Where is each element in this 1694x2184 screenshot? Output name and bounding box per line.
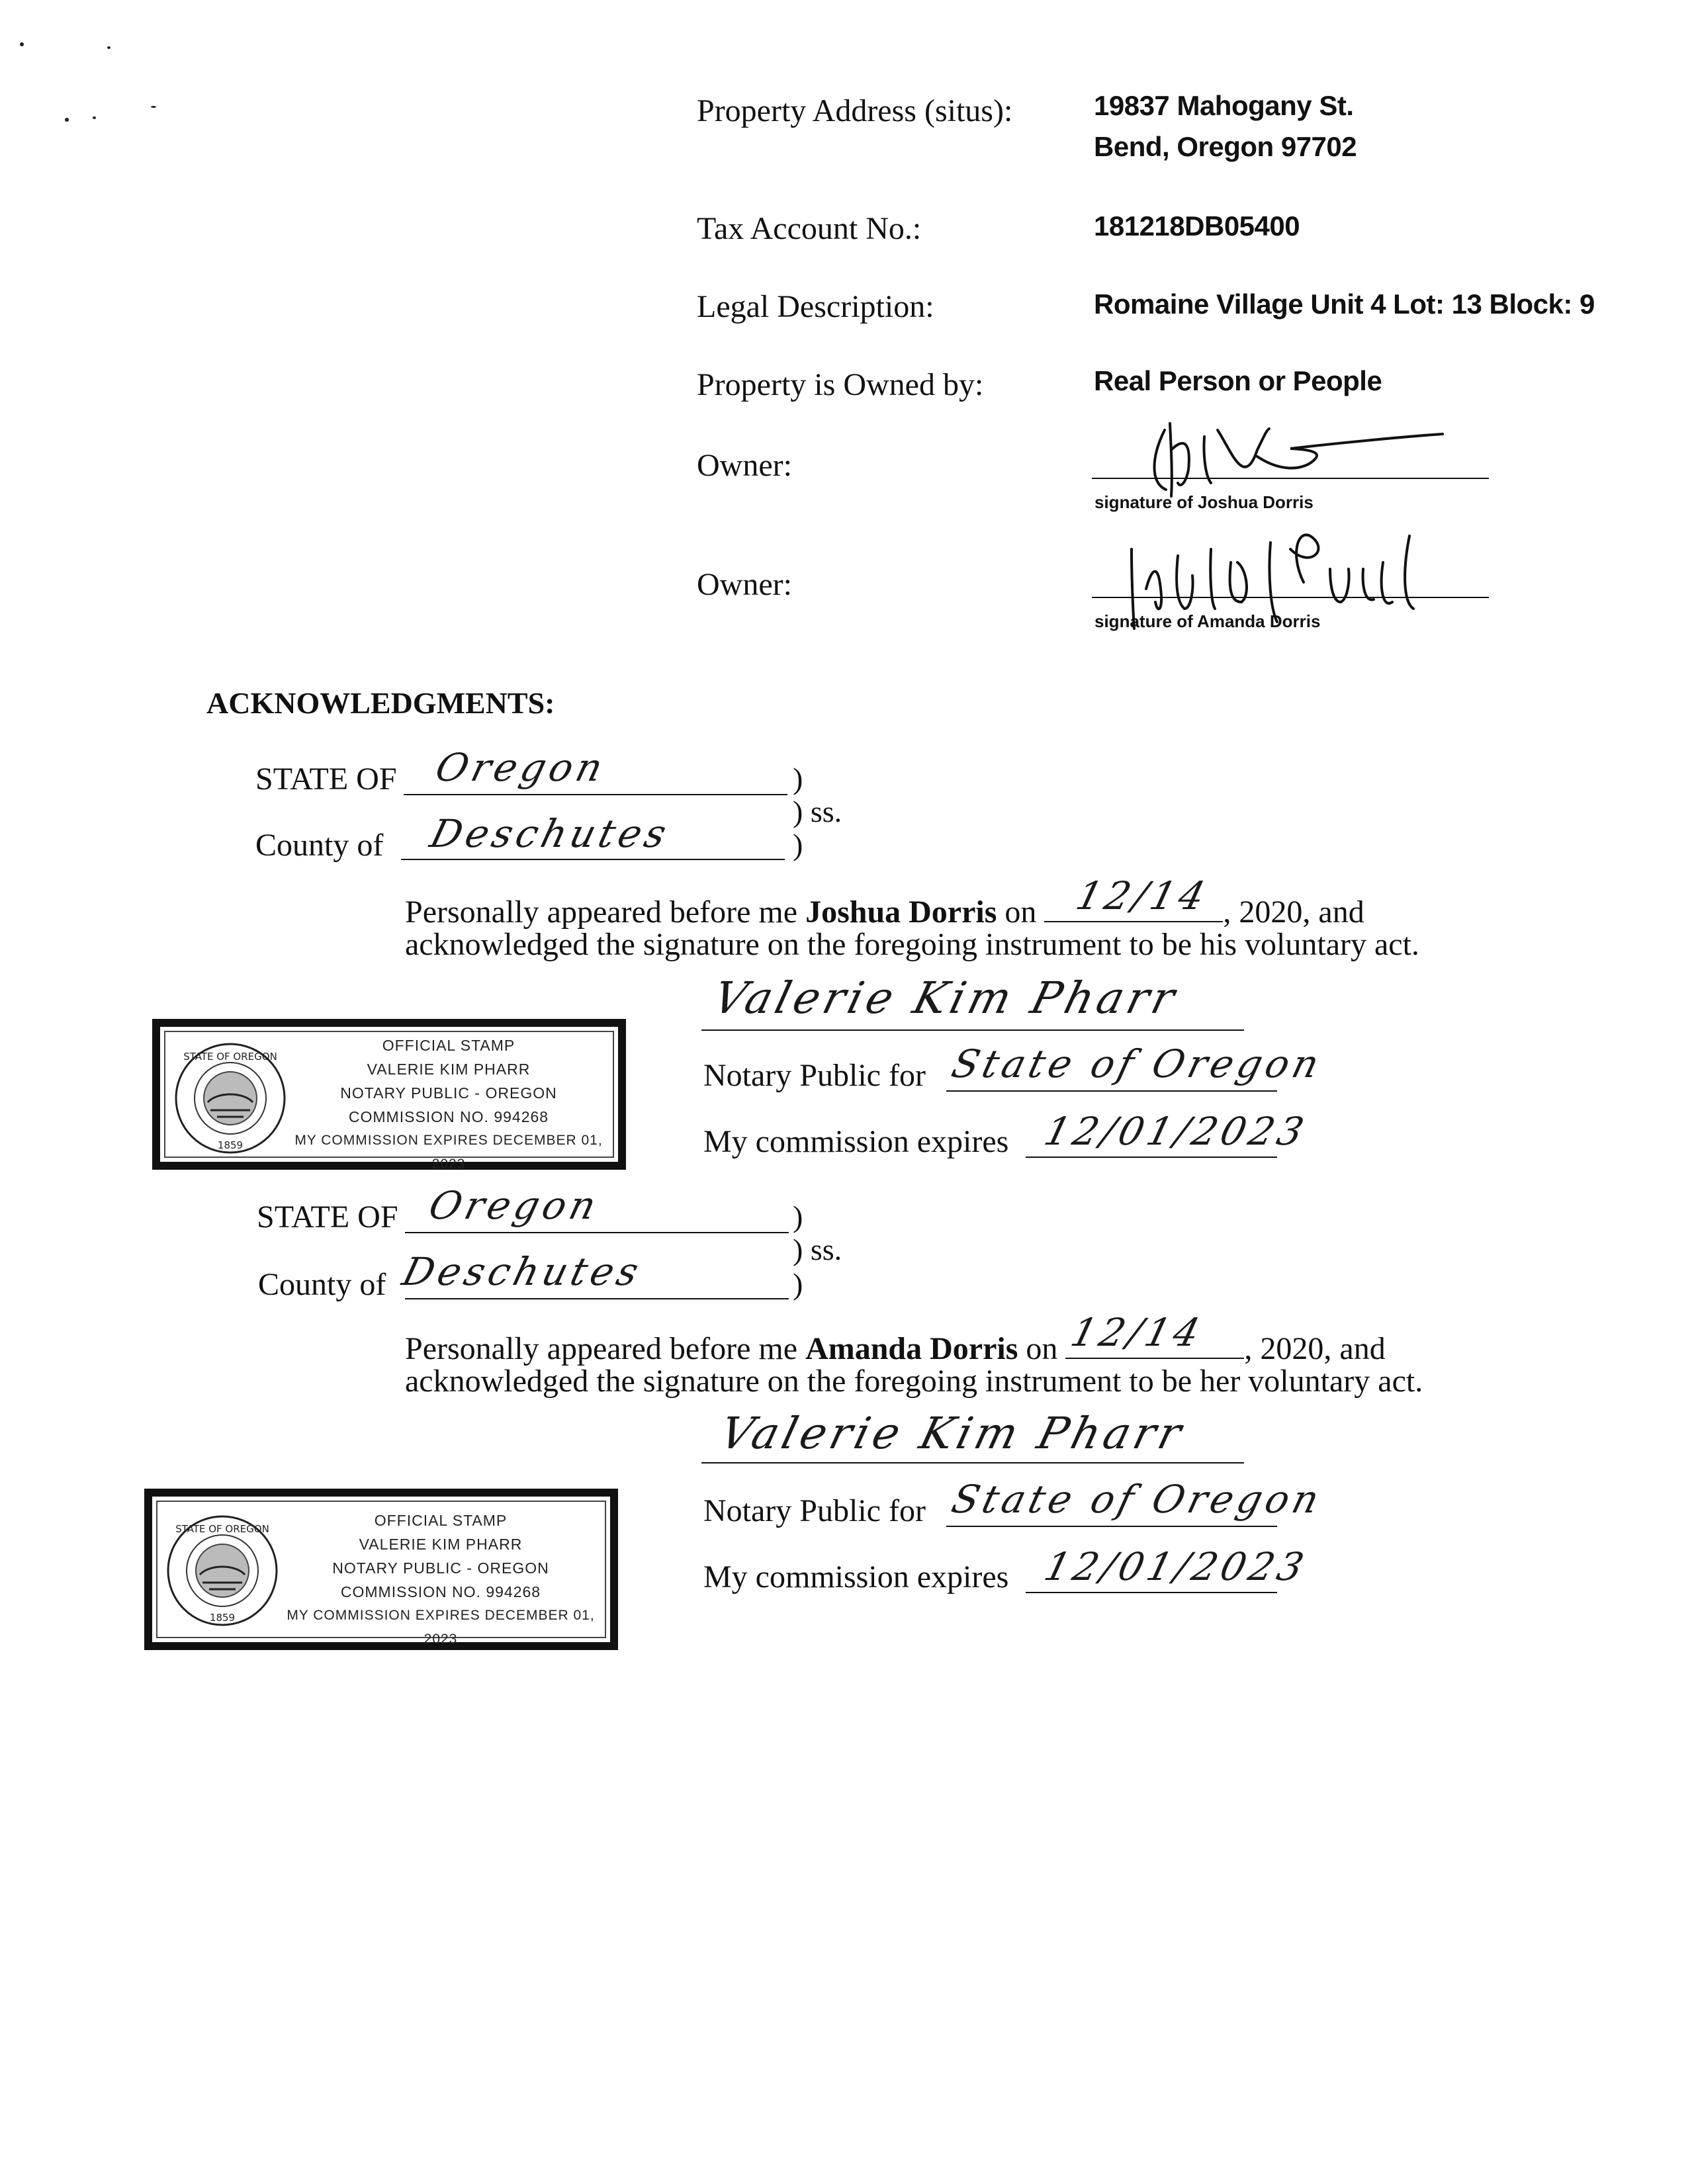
paren: ) (793, 828, 803, 861)
on-word: on (1026, 1331, 1058, 1366)
stamp-line1: OFFICIAL STAMP (374, 1512, 508, 1529)
stamp-line2: VALERIE KIM PHARR (359, 1536, 523, 1553)
state-line (404, 794, 787, 795)
state-seal-icon (163, 1511, 282, 1630)
year-suffix: , 2020, and (1244, 1331, 1386, 1366)
owner-signature-caption: signature of Joshua Dorris (1094, 492, 1314, 512)
stamp-line4: COMMISSION NO. 994268 (340, 1583, 541, 1600)
owner-signature-caption: signature of Amanda Dorris (1094, 611, 1321, 631)
date-handwritten: 12/14 (1071, 873, 1214, 918)
expires-line (1026, 1592, 1277, 1593)
notary-stamp (152, 1019, 626, 1170)
county-of-label: County of (258, 1267, 386, 1302)
address-line1: 19837 Mahogany St. (1094, 90, 1354, 121)
seal-year: 1859 (209, 1612, 236, 1624)
stamp-line1: OFFICIAL STAMP (382, 1037, 515, 1054)
address-label: Property Address (situs): (697, 93, 1013, 128)
address-line2: Bend, Oregon 97702 (1094, 131, 1357, 162)
expires-label: My commission expires (703, 1559, 1009, 1594)
tax-account-label: Tax Account No.: (697, 211, 922, 246)
stamp-line5: MY COMMISSION EXPIRES DECEMBER 01, 2023 (287, 1608, 595, 1647)
expires-label: My commission expires (703, 1124, 1009, 1159)
notary-for-line (946, 1526, 1277, 1527)
state-seal-icon (171, 1039, 290, 1158)
owned-by-label: Property is Owned by: (697, 367, 984, 402)
date-blank (1065, 1310, 1244, 1359)
notary-for-label: Notary Public for (703, 1493, 926, 1528)
on-word: on (1004, 895, 1037, 930)
state-line (405, 1232, 789, 1233)
notary-signature: Valerie Kim Pharr (715, 1408, 1190, 1459)
stamp-line5: MY COMMISSION EXPIRES DECEMBER 01, 2023 (294, 1133, 603, 1172)
person-name: Amanda Dorris (805, 1331, 1018, 1366)
year-suffix: , 2020, and (1223, 895, 1364, 930)
stamp-line3: NOTARY PUBLIC - OREGON (340, 1084, 557, 1102)
stamp-line3: NOTARY PUBLIC - OREGON (332, 1559, 549, 1577)
notary-signature: Valerie Kim Pharr (708, 973, 1184, 1024)
notary-for-label: Notary Public for (703, 1058, 926, 1093)
county-handwritten: Deschutes (425, 811, 675, 856)
notary-signature-line (701, 1029, 1244, 1031)
stamp-line4: COMMISSION NO. 994268 (348, 1108, 549, 1125)
date-blank (1044, 873, 1223, 922)
paren: ) (793, 1267, 803, 1301)
state-of-label: STATE OF (255, 762, 397, 797)
person-name: Joshua Dorris (805, 895, 997, 930)
appeared-line (405, 1310, 1386, 1367)
paren: ) (793, 762, 803, 795)
state-handwritten: Oregon (431, 745, 611, 790)
appeared-prefix: Personally appeared before me (405, 895, 798, 930)
ss-label: ) ss. (793, 795, 842, 828)
seal-text: STATE OF OREGON (175, 1523, 269, 1535)
paren: ) (793, 1200, 803, 1233)
tax-account-value: 181218DB05400 (1094, 210, 1300, 241)
expires-handwritten: 12/01/2023 (1040, 1109, 1312, 1154)
acknowledged-line: acknowledged the signature on the foregoing instrument to be his voluntary act. (405, 927, 1419, 962)
appeared-line (405, 873, 1364, 930)
notary-signature-line (701, 1462, 1244, 1463)
notary-for-handwritten: State of Oregon (947, 1041, 1327, 1086)
county-line (405, 1298, 789, 1299)
legal-description-value: Romaine Village Unit 4 Lot: 13 Block: 9 (1094, 288, 1595, 320)
seal-text: STATE OF OREGON (183, 1051, 277, 1063)
seal-year: 1859 (217, 1139, 244, 1151)
appeared-prefix: Personally appeared before me (405, 1331, 798, 1366)
stamp-line2: VALERIE KIM PHARR (367, 1061, 531, 1078)
owner-label: Owner: (697, 567, 792, 602)
county-of-label: County of (255, 828, 384, 863)
notary-for-line (946, 1090, 1277, 1092)
notary-for-handwritten: State of Oregon (947, 1477, 1327, 1522)
state-of-label: STATE OF (257, 1200, 398, 1235)
legal-description-label: Legal Description: (697, 289, 934, 324)
date-handwritten: 12/14 (1066, 1310, 1209, 1355)
notary-stamp (144, 1489, 618, 1650)
county-line (401, 859, 785, 860)
ss-label: ) ss. (793, 1233, 842, 1266)
owned-by-value: Real Person or People (1094, 365, 1382, 396)
county-handwritten: Deschutes (398, 1249, 647, 1294)
owner-label: Owner: (697, 448, 792, 483)
expires-handwritten: 12/01/2023 (1040, 1544, 1312, 1589)
expires-line (1026, 1157, 1277, 1158)
state-handwritten: Oregon (424, 1183, 605, 1228)
acknowledgments-heading: ACKNOWLEDGMENTS: (206, 686, 555, 720)
acknowledged-line: acknowledged the signature on the foregoing instrument to be her voluntary act. (405, 1364, 1423, 1399)
